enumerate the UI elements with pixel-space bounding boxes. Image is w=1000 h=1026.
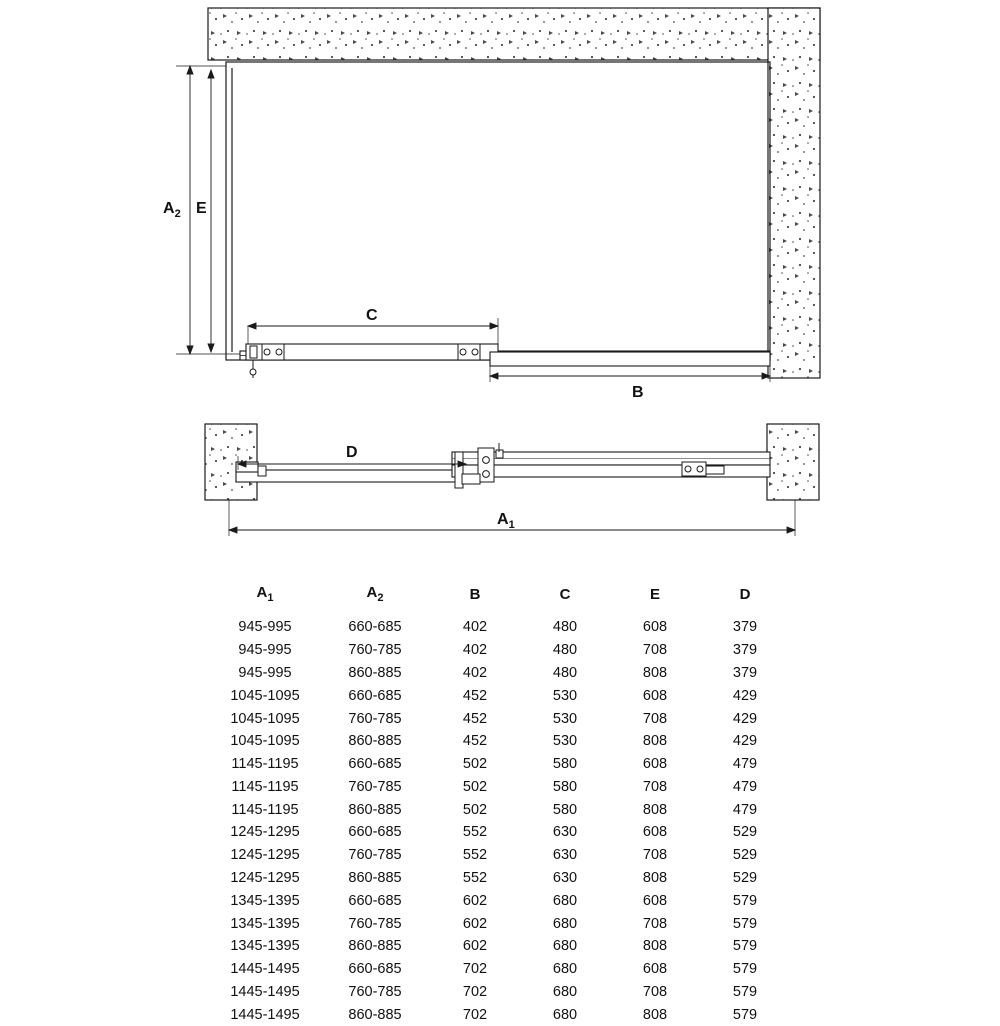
table-cell: 480	[552, 664, 578, 681]
table-row	[210, 958, 790, 981]
table-cell: 1045-1095	[230, 687, 300, 704]
table-cell: 429	[732, 687, 758, 704]
table-cell: 660-685	[348, 756, 402, 773]
table-cell: 479	[732, 801, 758, 818]
table-cell: 580	[552, 801, 578, 818]
table-cell: 502	[462, 778, 488, 795]
header-a1-sub: 1	[267, 592, 274, 604]
table-cell: 429	[732, 710, 758, 727]
table-cell: 708	[642, 983, 668, 1000]
table-cell: 1245-1295	[230, 847, 300, 864]
table-cell: 708	[642, 778, 668, 795]
table-row	[210, 912, 790, 935]
table-cell: 379	[732, 664, 758, 681]
table-cell: 579	[732, 915, 758, 932]
table-cell: 402	[462, 642, 488, 659]
table-cell: 379	[732, 642, 758, 659]
table-row	[210, 935, 790, 958]
table-cell: 760-785	[348, 710, 402, 727]
table-cell: 530	[552, 687, 578, 704]
table-row	[210, 730, 790, 753]
table-row	[210, 753, 790, 776]
table-row	[210, 616, 790, 639]
table-cell: 402	[462, 664, 488, 681]
table-cell: 452	[462, 733, 488, 750]
table-cell: 1445-1495	[230, 983, 300, 1000]
header-a2-text: A	[366, 584, 378, 601]
table-cell: 860-885	[348, 733, 402, 750]
table-cell: 552	[462, 869, 488, 886]
table-cell: 452	[462, 687, 488, 704]
specifications-table	[210, 580, 790, 1026]
table-cell: 1345-1395	[230, 892, 300, 909]
table-cell: 660-685	[348, 824, 402, 841]
front-view-group	[205, 424, 819, 536]
table-cell: 1345-1395	[230, 938, 300, 955]
bottom-rail-top-view	[240, 344, 770, 366]
table-cell: 480	[552, 619, 578, 636]
table-cell: 702	[462, 1006, 488, 1023]
table-cell: 608	[642, 687, 668, 704]
table-cell: 808	[642, 1006, 668, 1023]
table-row	[210, 775, 790, 798]
table-cell: 1245-1295	[230, 869, 300, 886]
table-cell: 680	[552, 892, 578, 909]
table-row	[210, 844, 790, 867]
table-cell: 608	[642, 961, 668, 978]
table-cell: 1045-1095	[230, 733, 300, 750]
wall-block-right-front	[767, 424, 819, 500]
table-cell: 579	[732, 961, 758, 978]
table-row	[210, 1003, 790, 1026]
table-row	[210, 889, 790, 912]
table-cell: 1145-1195	[231, 756, 299, 773]
table-cell: 552	[462, 847, 488, 864]
header-b: B	[469, 585, 481, 603]
table-cell: 708	[642, 915, 668, 932]
header-d: D	[739, 585, 751, 603]
table-cell: 579	[732, 983, 758, 1000]
header-a2	[320, 580, 430, 616]
table-cell: 702	[462, 961, 488, 978]
table-cell: 760-785	[348, 915, 402, 932]
table-cell: 808	[642, 733, 668, 750]
table-row	[210, 662, 790, 685]
label-b: B	[632, 384, 644, 401]
table-cell: 702	[462, 983, 488, 1000]
label-d: D	[346, 444, 358, 461]
table-cell: 580	[552, 756, 578, 773]
table-cell: 602	[462, 938, 488, 955]
table-row	[210, 707, 790, 730]
table-cell: 502	[462, 756, 488, 773]
table-cell: 529	[732, 824, 758, 841]
table-cell: 630	[552, 847, 578, 864]
table-row	[210, 639, 790, 662]
table-cell: 529	[732, 869, 758, 886]
enclosure-outline-top	[226, 62, 770, 360]
table-cell: 502	[462, 801, 488, 818]
label-a2: $A_2$	[163, 200, 181, 220]
table-cell: 1345-1395	[230, 915, 300, 932]
table-cell: 429	[732, 733, 758, 750]
table-cell: 529	[732, 847, 758, 864]
table-cell: 660-685	[348, 687, 402, 704]
table-cell: 530	[552, 710, 578, 727]
label-e: E	[196, 200, 207, 217]
table-cell: 680	[552, 961, 578, 978]
header-a1-text: A	[256, 584, 268, 601]
table-row	[210, 821, 790, 844]
table-cell: 608	[642, 892, 668, 909]
table-cell: 760-785	[348, 642, 402, 659]
table-cell: 630	[552, 824, 578, 841]
table-row	[210, 867, 790, 890]
table-cell: 552	[462, 824, 488, 841]
table-cell: 808	[642, 801, 668, 818]
table-cell: 945-995	[238, 642, 292, 659]
table-cell: 479	[732, 778, 758, 795]
label-a1: $A_1$	[497, 511, 515, 531]
table-header-row	[210, 580, 790, 616]
table-cell: 708	[642, 847, 668, 864]
table-cell: 1445-1495	[230, 961, 300, 978]
table-cell: 708	[642, 642, 668, 659]
table-cell: 680	[552, 983, 578, 1000]
table-cell: 1445-1495	[230, 1006, 300, 1023]
table-cell: 379	[732, 619, 758, 636]
table-cell: 808	[642, 664, 668, 681]
specifications-table-body	[210, 616, 790, 1026]
table-row	[210, 798, 790, 821]
table-cell: 402	[462, 619, 488, 636]
header-a1	[210, 580, 320, 616]
table-cell: 945-995	[238, 619, 292, 636]
dimension-e	[208, 70, 214, 352]
table-cell: 860-885	[348, 938, 402, 955]
table-cell: 630	[552, 869, 578, 886]
table-cell: 580	[552, 778, 578, 795]
table-cell: 480	[552, 642, 578, 659]
header-c: C	[559, 585, 571, 603]
table-cell: 860-885	[348, 801, 402, 818]
table-cell: 680	[552, 938, 578, 955]
table-cell: 660-685	[348, 619, 402, 636]
table-cell: 579	[732, 892, 758, 909]
table-cell: 760-785	[348, 847, 402, 864]
specifications-table-wrapper	[210, 580, 790, 1026]
table-cell: 708	[642, 710, 668, 727]
table-cell: 579	[732, 1006, 758, 1023]
table-cell: 452	[462, 710, 488, 727]
table-cell: 760-785	[348, 778, 402, 795]
table-cell: 860-885	[348, 1006, 402, 1023]
table-cell: 608	[642, 756, 668, 773]
table-cell: 680	[552, 1006, 578, 1023]
table-cell: 479	[732, 756, 758, 773]
table-cell: 945-995	[238, 664, 292, 681]
table-cell: 680	[552, 915, 578, 932]
table-cell: 860-885	[348, 664, 402, 681]
label-c: C	[366, 307, 378, 324]
table-cell: 760-785	[348, 983, 402, 1000]
table-cell: 602	[462, 915, 488, 932]
table-cell: 602	[462, 892, 488, 909]
table-row	[210, 684, 790, 707]
wall-hatching-right	[768, 8, 820, 378]
table-cell: 808	[642, 938, 668, 955]
dimension-a2	[176, 66, 240, 354]
table-cell: 808	[642, 869, 668, 886]
table-cell: 1045-1095	[230, 710, 300, 727]
top-view-group	[163, 8, 820, 401]
wall-hatching-top	[208, 8, 820, 60]
header-a2-sub: 2	[377, 592, 384, 604]
table-cell: 579	[732, 938, 758, 955]
table-cell: 660-685	[348, 892, 402, 909]
table-cell: 530	[552, 733, 578, 750]
table-cell: 608	[642, 824, 668, 841]
table-cell: 1245-1295	[230, 824, 300, 841]
table-cell: 860-885	[348, 869, 402, 886]
table-cell: 1145-1195	[231, 801, 299, 818]
header-e: E	[649, 585, 660, 603]
table-cell: 660-685	[348, 961, 402, 978]
table-cell: 1145-1195	[231, 778, 299, 795]
table-cell: 608	[642, 619, 668, 636]
